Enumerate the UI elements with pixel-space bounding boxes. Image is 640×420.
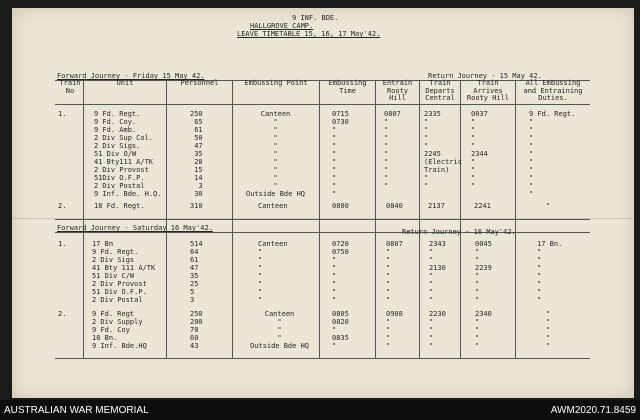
col-divider-8 — [515, 80, 516, 358]
doc-title-line3: LEAVE TIMETABLE 15, 16, 17 May'42. — [237, 30, 381, 38]
s2-train2-departs: 2230 " " " " — [429, 310, 446, 350]
s1-train2-duties: " — [546, 202, 551, 210]
s1-train2-arrives: 2241 — [474, 202, 491, 210]
col-divider-3 — [232, 80, 233, 358]
s2-train2-arrives: 2340 " " " " — [475, 310, 492, 350]
footer-institution: AUSTRALIAN WAR MEMORIAL — [4, 405, 149, 416]
s2-train1-departs: 2343 " " 2130 " " " " — [429, 240, 446, 304]
col-header-train-no: Train No — [59, 79, 81, 95]
table-bottom-rule — [55, 358, 590, 359]
col-header-entrain-rooty-hill: Entrain Rooty Hill — [382, 79, 413, 102]
col-header-unit: Unit — [116, 79, 134, 87]
doc-title-line1: 9 INF. BDE. — [292, 14, 339, 22]
col-header-embussing-point: Embussing Point — [244, 79, 308, 87]
s2-train2-entrain: 0908 " " " " — [386, 310, 403, 350]
s1-train1-personnel: 250 65 61 50 47 35 28 15 14 3 30 — [190, 110, 203, 198]
header-bottom-rule — [55, 104, 590, 105]
s1-train2-personnel: 310 — [190, 202, 203, 210]
s1-train2-entrain: 0840 — [386, 202, 403, 210]
section1-forward-title: Forward Journey - Friday 15 May 42. — [57, 72, 205, 80]
s1-train2-unit: 18 Fd. Regt. — [94, 202, 145, 210]
s2-train2-embus-point: Canteen " " " Outside Bde HQ — [250, 310, 310, 350]
s1-train2-number: 2. — [58, 202, 67, 210]
s1-train1-arrives: 0037 " " " " 2344 " " " " — [471, 110, 488, 190]
col-divider-6 — [419, 80, 420, 358]
section1-return-title: Return Journey - 15 May 42. — [428, 72, 542, 80]
col-header-duties: All Embussing and Entraining Duties. — [523, 79, 583, 102]
footer-accession-number: AWM2020.71.8459 — [550, 405, 636, 416]
section-divider-rule — [55, 219, 590, 220]
s2-train1-duties: 17 Bn. " " " " " " " — [537, 240, 563, 304]
s2-train2-embus-time: 0805 0820 " 0835 " — [332, 310, 349, 350]
col-divider-2 — [166, 80, 167, 358]
col-divider-5 — [375, 80, 376, 358]
s2-train1-personnel: 514 64 61 47 35 25 5 3 — [190, 240, 203, 304]
s2-train1-entrain: 0807 " " " " " " " — [386, 240, 403, 304]
doc-title-line2: HALLGROVE CAMP. — [250, 22, 314, 30]
archive-footer — [0, 400, 640, 420]
s2-train1-embus-point: Canteen " " " " " " " — [258, 240, 288, 304]
s1-train2-departs: 2137 — [428, 202, 445, 210]
s1-train2-embus-point: Canteen — [258, 202, 288, 210]
col-header-train-arrives: Train Arrives Rooty Hill — [466, 79, 510, 102]
s1-train1-embus-point: Canteen " " " " " " " " " Outside Bde HQ — [246, 110, 306, 198]
s1-train2-embus-time: 0800 — [332, 202, 349, 210]
s1-train1-number: 1. — [58, 110, 67, 118]
s2-train2-units: 9 Fd. Regt 2 Div Supply 9 Fd. Coy 18 Bn. 9 Inf. Bde.HQ — [92, 310, 147, 350]
s2-train1-number: 1. — [58, 240, 67, 248]
s2-train2-personnel: 250 200 70 60 43 — [190, 310, 203, 350]
s1-train1-departs: 2335 " " " " 2245 (Electric Train) " " — [424, 110, 462, 190]
col-header-embussing-time: Embussing Time — [328, 79, 367, 95]
section2-forward-title: Forward Journey - Saturday 16 May'42. — [57, 224, 213, 232]
s1-train1-duties: 9 Fd. Regt. " " " " " " " " " " — [529, 110, 576, 198]
s2-train1-units: 17 Bn 9 Fd. Regt. 2 Div Sigs 41 Bty 111 A/TK 51 Div C/W 2 Div Provost 51 Div O.F.P. 2 Div Postal — [92, 240, 156, 304]
s2-train1-embus-time: 0720 0750 " " " " " " — [332, 240, 349, 304]
col-header-train-departs: Train Departs Central — [425, 79, 455, 102]
col-divider-1 — [83, 80, 84, 358]
s2-train1-arrives: 0045 " " 2239 " " " " — [475, 240, 492, 304]
s2-train2-duties: " " " " " — [546, 310, 551, 350]
s1-train1-embus-time: 0715 0730 " " " " " " " " " — [332, 110, 349, 198]
s1-train1-units: 9 Fd. Regt. 9 Fd. Coy. 9 Fd. Amb. 2 Div Sup Col. 2 Div Sigs. 51 Div O/W 41 Bty111 A/TK 2 Div Provost 51Div O.F.P. 2 Div Postal 9 Inf. Bde. H.Q. — [94, 110, 162, 198]
s1-train1-entrain: 0807 " " " " " " " " " — [384, 110, 401, 190]
col-header-personnel: Personnel — [180, 79, 219, 87]
section2-return-title: Return Journey - 16 May'42. — [402, 228, 516, 236]
s2-train2-number: 2. — [58, 310, 67, 318]
col-divider-4 — [319, 80, 320, 358]
